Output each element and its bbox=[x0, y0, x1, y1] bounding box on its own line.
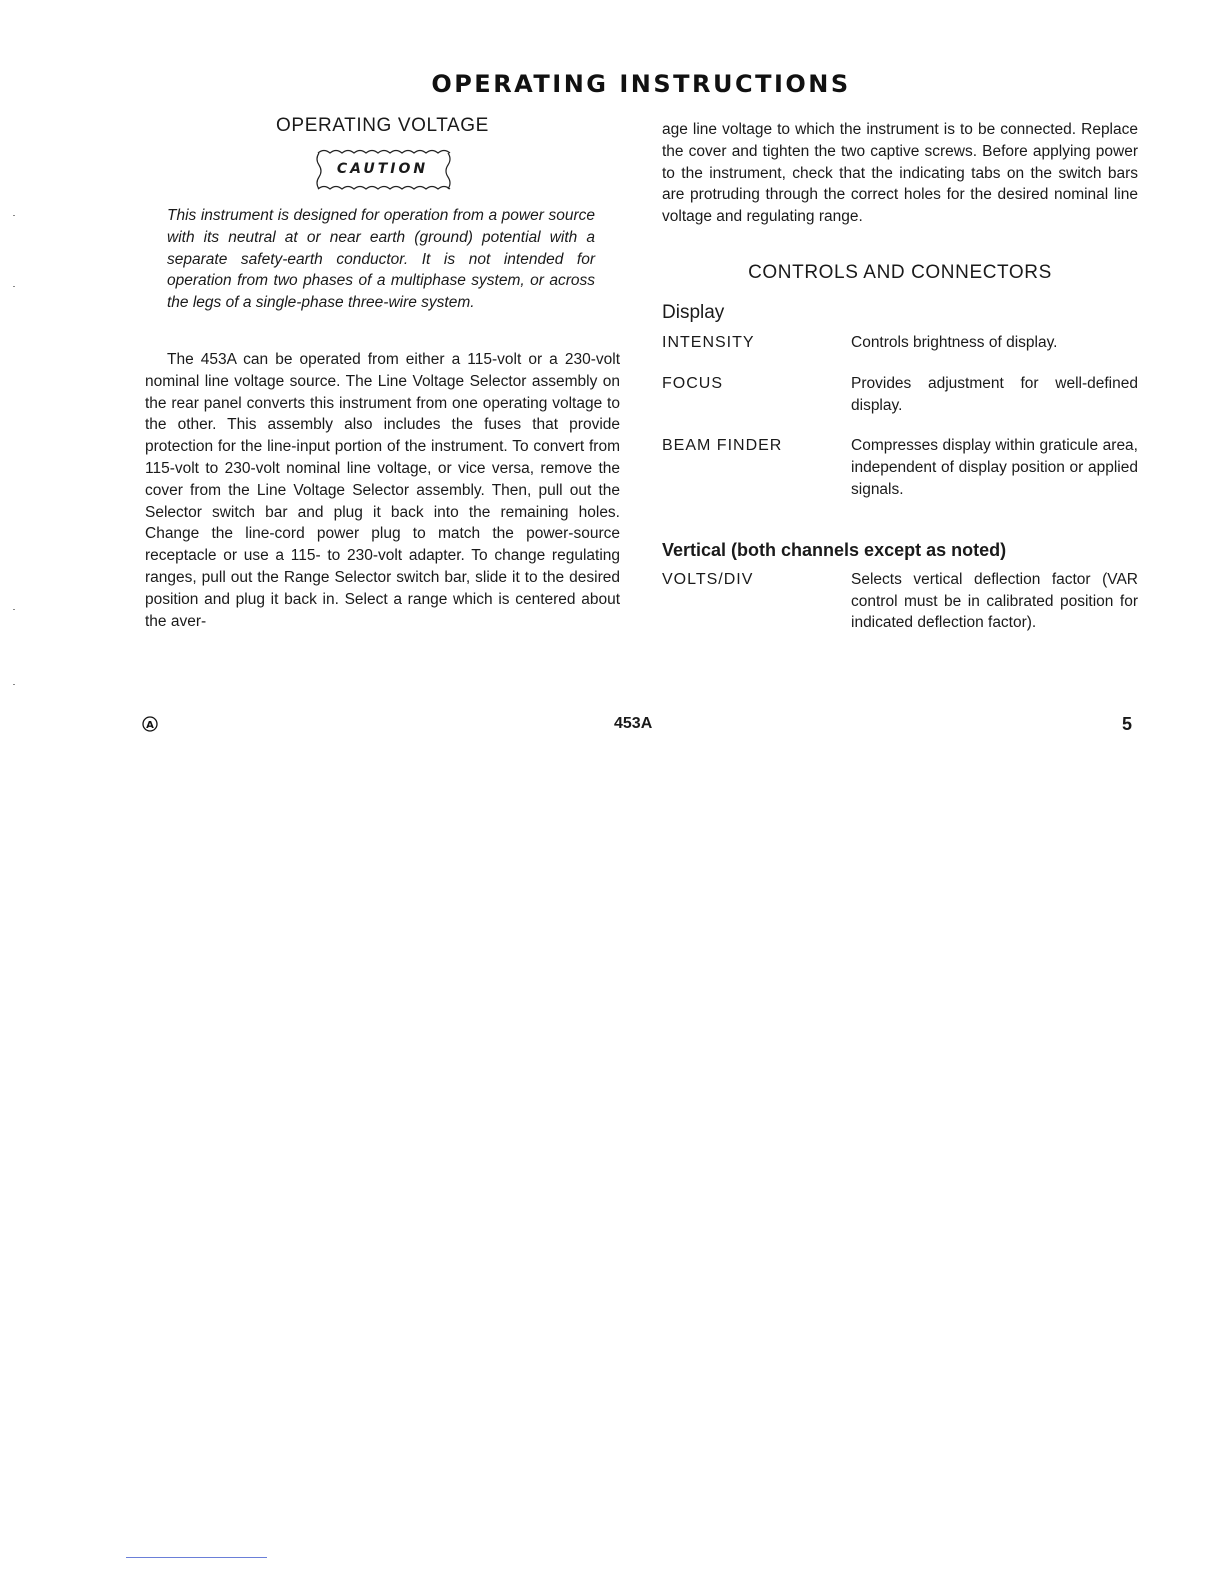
control-row-focus bbox=[662, 373, 1138, 417]
control-row-intensity bbox=[662, 332, 1138, 354]
page-heading: OPERATING INSTRUCTIONS bbox=[431, 70, 851, 98]
control-description: Selects vertical deflection factor (VAR control must be in calibrated position for indicated deflection factor). bbox=[851, 570, 1138, 632]
control-row-volts-div bbox=[662, 569, 1138, 634]
operating-voltage-title: OPERATING VOLTAGE bbox=[276, 115, 489, 136]
control-name: FOCUS bbox=[662, 374, 723, 392]
caution-text: This instrument is designed for operation from a power source with its neutral at or near earth (ground) potential with a separate safety-earth conductor. It is not intended for operation from two phases of a multiphase system, or across the legs of a single-phase three-wire system. bbox=[167, 207, 595, 312]
scan-speck bbox=[13, 609, 15, 610]
revision-mark-letter: A bbox=[146, 720, 154, 731]
control-name: BEAM FINDER bbox=[662, 437, 783, 455]
caution-callout bbox=[145, 147, 620, 195]
operating-voltage-continuation: age line voltage to which the instrument is to be connected. Replace the cover and tighten the two captive screws. Before applying power to the instrument, check that the indicating tabs on the switch bars are protruding through the correct holes for the desired nominal line voltage and regulating range. bbox=[662, 121, 1138, 226]
controls-connectors-title: CONTROLS AND CONNECTORS bbox=[748, 261, 1052, 283]
page-number: 5 bbox=[1121, 714, 1132, 734]
caution-box bbox=[314, 147, 452, 195]
operating-voltage-paragraph: The 453A can be operated from either a 115-volt or a 230-volt nominal line voltage source. The Line Voltage Selector assembly on the rear panel converts this instrument from one operating voltage to the other. This assembly also includes the fuses that provide protection for the line-input portion of the instrument. To convert from 115-volt to 230-volt nominal line voltage, or vice versa, remove the cover from the Line Voltage Selector assembly. Then, pull out the Selector switch bar and plug it back into the remaining holes. Change the line-cord power plug to match the power-source receptacle or use a 115- to 230-volt adapter. To change regulating ranges, pull out the Range Selector switch bar, slide it to the desired position and plug it back in. Select a range which is centered about the aver- bbox=[145, 350, 620, 630]
right-column bbox=[662, 119, 1138, 653]
control-name: INTENSITY bbox=[662, 333, 755, 351]
scan-speck bbox=[13, 684, 15, 685]
control-description: Controls brightness of display. bbox=[851, 333, 1058, 351]
revision-mark-icon bbox=[142, 716, 158, 732]
vertical-group-title: Vertical (both channels except as noted) bbox=[662, 539, 1007, 560]
footer-model: 453A bbox=[614, 715, 653, 732]
caution-label: CAUTION bbox=[336, 161, 429, 177]
control-name: VOLTS/DIV bbox=[662, 570, 754, 588]
display-group-title: Display bbox=[662, 301, 725, 323]
control-description: Compresses display within graticule area, independent of display position or applied signals. bbox=[851, 437, 1138, 498]
bottom-rule bbox=[126, 1557, 267, 1558]
control-row-beam-finder bbox=[662, 435, 1138, 500]
left-column bbox=[145, 115, 620, 632]
page-footer bbox=[142, 714, 1132, 740]
scan-speck bbox=[13, 215, 15, 216]
control-description: Provides adjustment for well-defined display. bbox=[851, 374, 1138, 414]
scan-speck bbox=[13, 286, 15, 287]
